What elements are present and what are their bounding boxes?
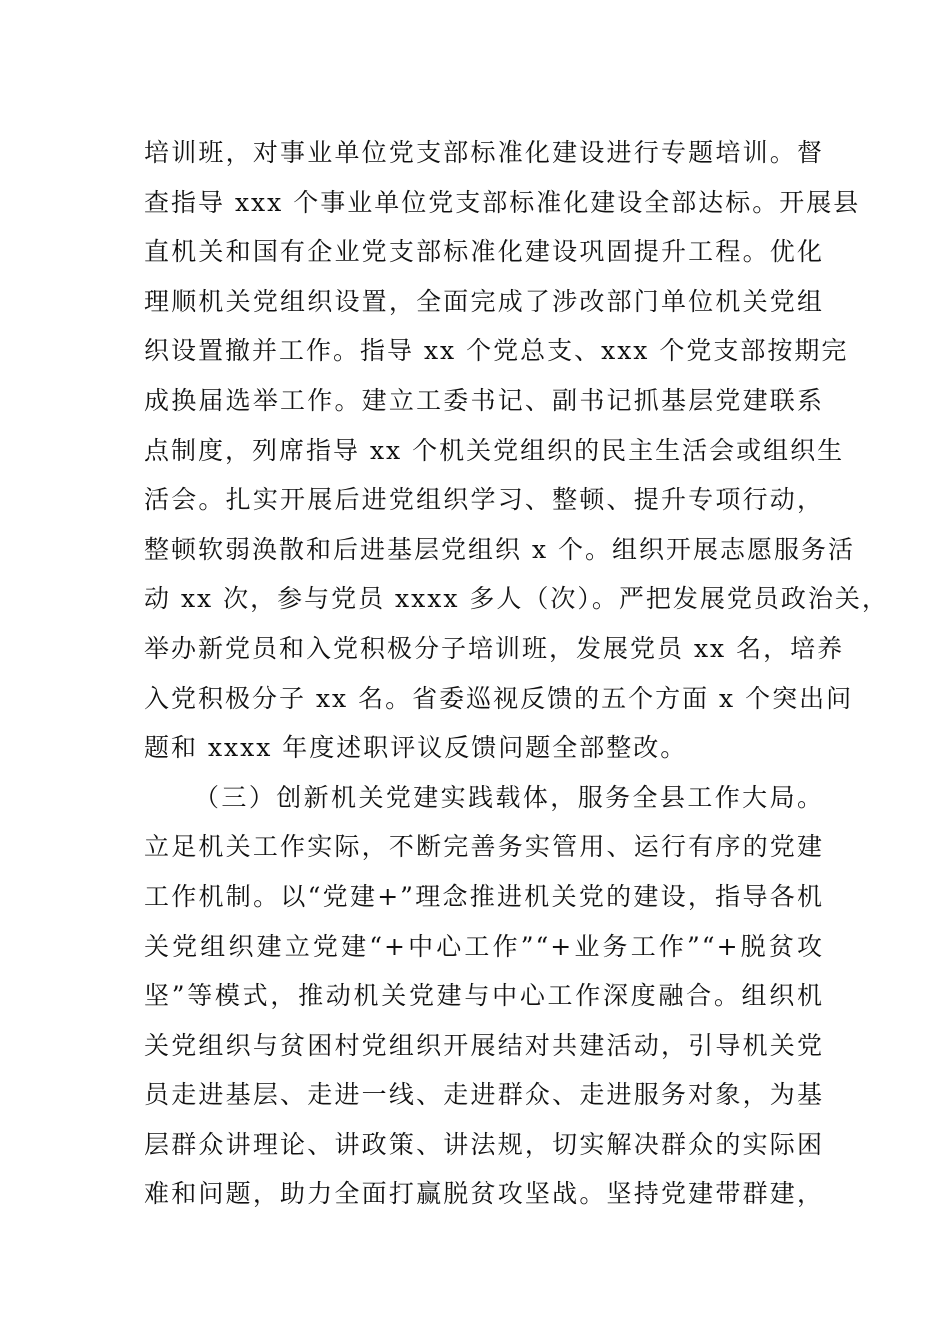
paragraph-1-line-5: 织设置撤并工作。指导 xx 个党总支、xxx 个党支部按期完 — [144, 336, 849, 366]
paragraph-1-line-8: 活会。扎实开展后进党组织学习、整顿、提升专项行动， — [144, 485, 824, 515]
paragraph-1-line-7: 点制度，列席指导 xx 个机关党组织的民主生活会或组织生 — [144, 435, 845, 465]
paragraph-2-line-2: 工作机制。以“党建+”理念推进机关党的建设，指导各机 — [144, 881, 824, 911]
paragraph-2-line-7: 层群众讲理论、讲政策、讲法规，切实解决群众的实际困 — [144, 1129, 824, 1159]
paragraph-1-line-10: 动 xx 次，参与党员 xxxx 多人（次）。严把发展党员政治关， — [144, 584, 889, 614]
paragraph-1-line-2: 查指导 xxx 个事业单位党支部标准化建设全部达标。开展县 — [144, 187, 861, 217]
paragraph-1-line-1: 培训班，对事业单位党支部标准化建设进行专题培训。督 — [144, 138, 824, 167]
paragraph-1-line-6: 成换届选举工作。建立工委书记、副书记抓基层党建联系 — [144, 385, 824, 415]
paragraph-2-line-1: 立足机关工作实际，不断完善务实管用、运行有序的党建 — [144, 832, 824, 862]
paragraph-2-line-6: 员走进基层、走进一线、走进群众、走进服务对象，为基 — [144, 1080, 824, 1110]
section-heading: （三）创新机关党建实践载体，服务全县工作大局。 — [194, 782, 824, 812]
paragraph-1-line-3: 直机关和国有企业党支部标准化建设巩固提升工程。优化 — [144, 237, 824, 267]
paragraph-1-line-4: 理顺机关党组织设置，全面完成了涉改部门单位机关党组 — [144, 286, 824, 316]
paragraph-2-line-4: 坚”等模式，推动机关党建与中心工作深度融合。组织机 — [144, 981, 824, 1011]
paragraph-1-line-12: 入党积极分子 xx 名。省委巡视反馈的五个方面 x 个突出问 — [144, 683, 854, 713]
document-body — [144, 128, 889, 1219]
paragraph-2-line-5: 关党组织与贫困村党组织开展结对共建活动，引导机关党 — [144, 1030, 824, 1060]
paragraph-1-line-13: 题和 xxxx 年度述职评议反馈问题全部整改。 — [144, 733, 688, 763]
paragraph-2-line-3: 关党组织建立党建“+中心工作”“+业务工作”“+脱贫攻 — [144, 931, 824, 961]
paragraph-2-line-8: 难和问题，助力全面打赢脱贫攻坚战。坚持党建带群建， — [144, 1179, 824, 1209]
paragraph-1-line-11: 举办新党员和入党积极分子培训班，发展党员 xx 名，培养 — [144, 633, 845, 663]
paragraph-1-line-9: 整顿软弱涣散和后进基层党组织 x 个。组织开展志愿服务活 — [144, 534, 855, 564]
